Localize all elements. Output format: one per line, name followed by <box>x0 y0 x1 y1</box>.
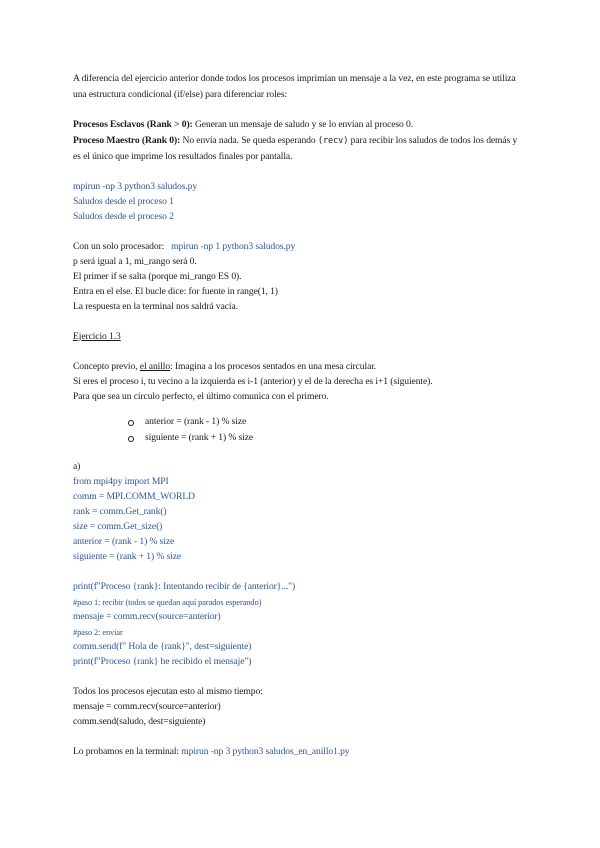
slaves-paragraph <box>73 119 413 131</box>
master-text-a: No envía nada. Se queda esperando <box>180 135 318 146</box>
concept-ring-term: el anillo <box>139 361 171 372</box>
code-line-size: size = comm.Get_size() <box>73 521 163 532</box>
exercise-title: Ejercicio 1.3 <box>73 331 121 342</box>
single-line-3: El primer if se salta (porque mi_rango ES 0). <box>73 271 242 282</box>
code-line-comm: comm = MPI.COMM_WORLD <box>73 491 195 502</box>
code-line-anterior: anterior = (rank - 1) % size <box>73 536 175 547</box>
final-label: Lo probamos en la terminal: <box>73 746 182 757</box>
bullet-siguiente: siguiente = (rank + 1) % size <box>145 432 254 443</box>
master-line-2: es el único que imprime los resultados finales por pantalla. <box>73 151 293 162</box>
code-line-rank: rank = comm.Get_rank() <box>73 506 167 517</box>
single-line-4: Entra en el else. El bucle dice: for fuente in range(1, 1) <box>73 286 278 297</box>
single-proc-line <box>73 241 295 253</box>
code-comment-2: #paso 2: enviar <box>73 628 123 637</box>
all-line-1: Todos los procesos ejecutan esto al mismo tiempo: <box>73 686 263 697</box>
code-line-print1: print(f"Proceso {rank}: Intentando recibir de {anterior}...") <box>73 581 296 592</box>
bullet-circle-icon <box>128 436 134 442</box>
code-line-print2: print(f"Proceso {rank} he recibido el mensaje") <box>73 656 252 667</box>
concept-line-1 <box>73 361 376 373</box>
final-command: mpirun -np 3 python3 saludos_en_anillo1.py <box>181 746 350 757</box>
single-line-5: La respuesta en la terminal nos saldrá vacía. <box>73 301 238 312</box>
run1-output-1: Saludos desde el proceso 1 <box>73 196 174 207</box>
all-line-2: mensaje = comm.recv(source=anterior) <box>73 701 221 712</box>
single-command: mpirun -np 1 python3 saludos.py <box>171 241 296 252</box>
code-line-recv: mensaje = comm.recv(source=anterior) <box>73 611 221 622</box>
all-line-3: comm.send(saludo, dest=siguiente) <box>73 716 206 727</box>
single-label: Con un solo procesador: <box>73 241 172 252</box>
master-label: Proceso Maestro (Rank 0): <box>73 135 181 146</box>
intro-line-2: una estructura condicional (if/else) para diferenciar roles: <box>73 89 288 100</box>
final-line <box>73 746 350 758</box>
code-line-import: from mpi4py import MPI <box>73 476 169 487</box>
master-paragraph <box>73 135 517 147</box>
concept-line-3: Para que sea un círculo perfecto, el último comunica con el primero. <box>73 391 329 402</box>
code-line-siguiente: siguiente = (rank + 1) % size <box>73 551 182 562</box>
slaves-label: Procesos Esclavos (Rank > 0): <box>73 119 193 130</box>
concept-text-a: Concepto previo, <box>73 361 140 372</box>
bullet-circle-icon <box>128 420 134 426</box>
slaves-text: Generan un mensaje de saludo y se lo envían al proceso 0. <box>192 119 414 130</box>
run1-command: mpirun -np 3 python3 saludos.py <box>73 181 198 192</box>
master-text-b: para recibir los saludos de todos los demás y <box>348 135 518 146</box>
concept-text-b: : Imagina a los procesos sentados en una mesa circular. <box>170 361 377 372</box>
run1-output-2: Saludos desde el proceso 2 <box>73 211 174 222</box>
master-code: (recv) <box>317 136 349 146</box>
concept-line-2: Si eres el proceso i, tu vecino a la izquierda es i-1 (anterior) y el de la derecha es i+1 (siguiente). <box>73 376 433 387</box>
code-line-send: comm.send(f" Hola de {rank}", dest=siguiente) <box>73 641 252 652</box>
single-line-2: p será igual a 1, mi_rango será 0. <box>73 256 197 267</box>
bullet-anterior: anterior = (rank - 1) % size <box>145 416 247 427</box>
intro-line-1: A diferencia del ejercicio anterior donde todos los procesos imprimían un mensaje a la vez, en este programa se utiliza <box>73 73 516 84</box>
part-a-label: a) <box>73 461 81 472</box>
code-comment-1: #paso 1: recibir (todos se quedan aquí parados esperando) <box>73 598 262 607</box>
